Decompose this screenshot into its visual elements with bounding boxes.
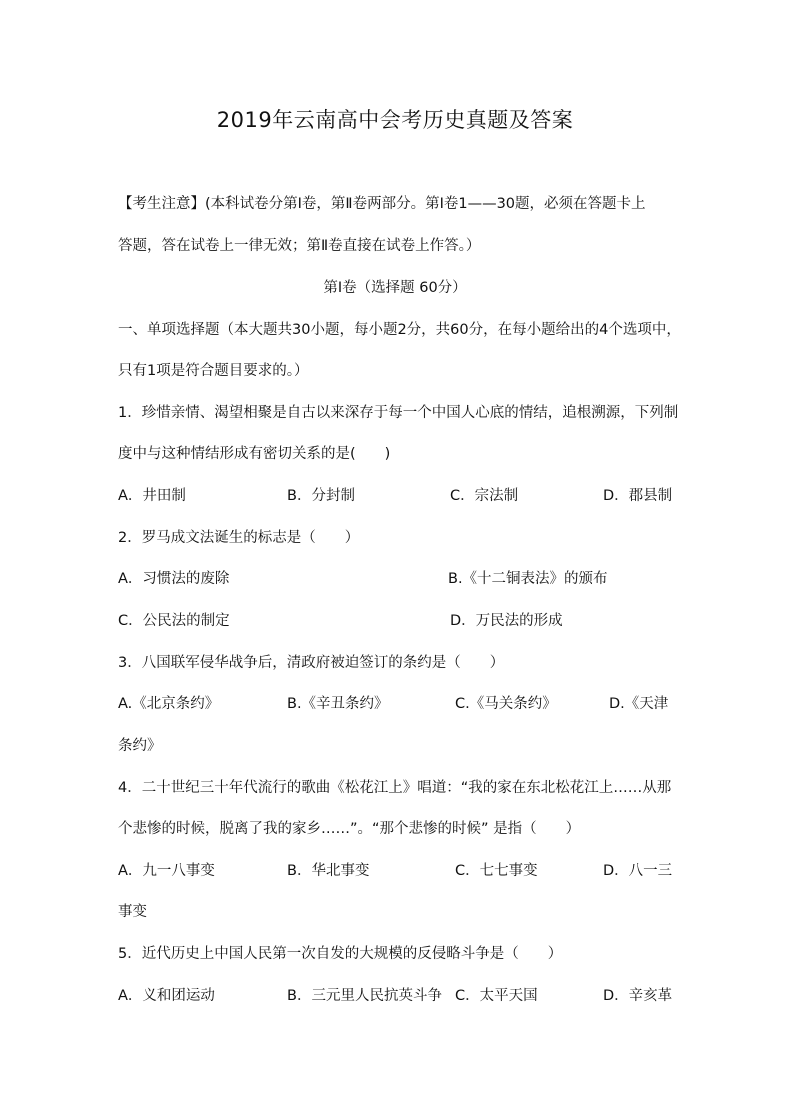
question-1-stem-1: 1．珍惜亲情、渴望相聚是自古以来深存于每一个中国人心底的情结，追根溯源，下列制 <box>118 405 679 421</box>
question-1-option-b: B．分封制 <box>287 488 355 504</box>
question-5-option-a: A．义和团运动 <box>118 988 215 1004</box>
question-3-continuation: 条约》 <box>118 738 162 754</box>
question-5-stem-1: 5．近代历史上中国人民第一次自发的大规模的反侵略斗争是（ ） <box>118 946 563 962</box>
question-2-option-d: D．万民法的形成 <box>450 613 563 629</box>
question-2-option-a: A．习惯法的废除 <box>118 571 230 587</box>
question-4-stem-1: 4．二十世纪三十年代流行的歌曲《松花江上》唱道：“我的家在东北松花江上……从那 <box>118 780 672 796</box>
document-title: 2019年云南高中会考历史真题及答案 <box>216 108 574 132</box>
question-4-option-a: A．九一八事变 <box>118 863 215 879</box>
question-5-option-d: D．辛亥革 <box>603 988 673 1004</box>
question-3-option-a: A.《北京条约》 <box>118 696 220 712</box>
question-1-option-a: A．井田制 <box>118 488 186 504</box>
notice-line-2: 答题，答在试卷上一律无效；第Ⅱ卷直接在试卷上作答。） <box>118 238 481 254</box>
question-4-option-b: B．华北事变 <box>287 863 370 879</box>
question-3-option-d: D.《天津 <box>609 696 669 712</box>
part-one-line-2: 只有1项是符合题目要求的。） <box>118 363 309 379</box>
question-3-stem-1: 3．八国联军侵华战争后，清政府被迫签订的条约是（ ） <box>118 655 505 671</box>
question-1-stem-2: 度中与这种情结形成有密切关系的是( ) <box>118 446 391 462</box>
question-1-option-d: D．郡县制 <box>603 488 673 504</box>
question-1-option-c: C．宗法制 <box>450 488 519 504</box>
section-title: 第Ⅰ卷（选择题 60分） <box>323 280 467 296</box>
question-4-stem-2: 个悲惨的时候，脱离了我的家乡……”。“那个悲惨的时候” 是指（ ） <box>118 821 581 837</box>
question-3-option-c: C.《马关条约》 <box>455 696 557 712</box>
question-5-option-b: B．三元里人民抗英斗争 <box>287 988 442 1004</box>
question-2-stem-1: 2．罗马成文法诞生的标志是（ ） <box>118 530 360 546</box>
notice-line-1 <box>118 192 646 213</box>
notice-label: 【考生注意】 <box>118 196 205 212</box>
question-4-option-c: C．七七事变 <box>455 863 538 879</box>
part-one-line-1: 一、单项选择题（本大题共30小题，每小题2分，共60分，在每小题给出的4个选项中， <box>118 322 681 338</box>
question-2-option-c: C．公民法的制定 <box>118 613 230 629</box>
question-4-continuation: 事变 <box>118 904 147 920</box>
question-4-option-d: D．八一三 <box>603 863 673 879</box>
notice-text-1: (本科试卷分第Ⅰ卷，第Ⅱ卷两部分。第Ⅰ卷1——30题，必须在答题卡上 <box>205 196 646 212</box>
question-5-option-c: C．太平天国 <box>455 988 538 1004</box>
question-3-option-b: B.《辛丑条约》 <box>287 696 389 712</box>
question-2-option-b: B.《十二铜表法》的颁布 <box>448 571 608 587</box>
